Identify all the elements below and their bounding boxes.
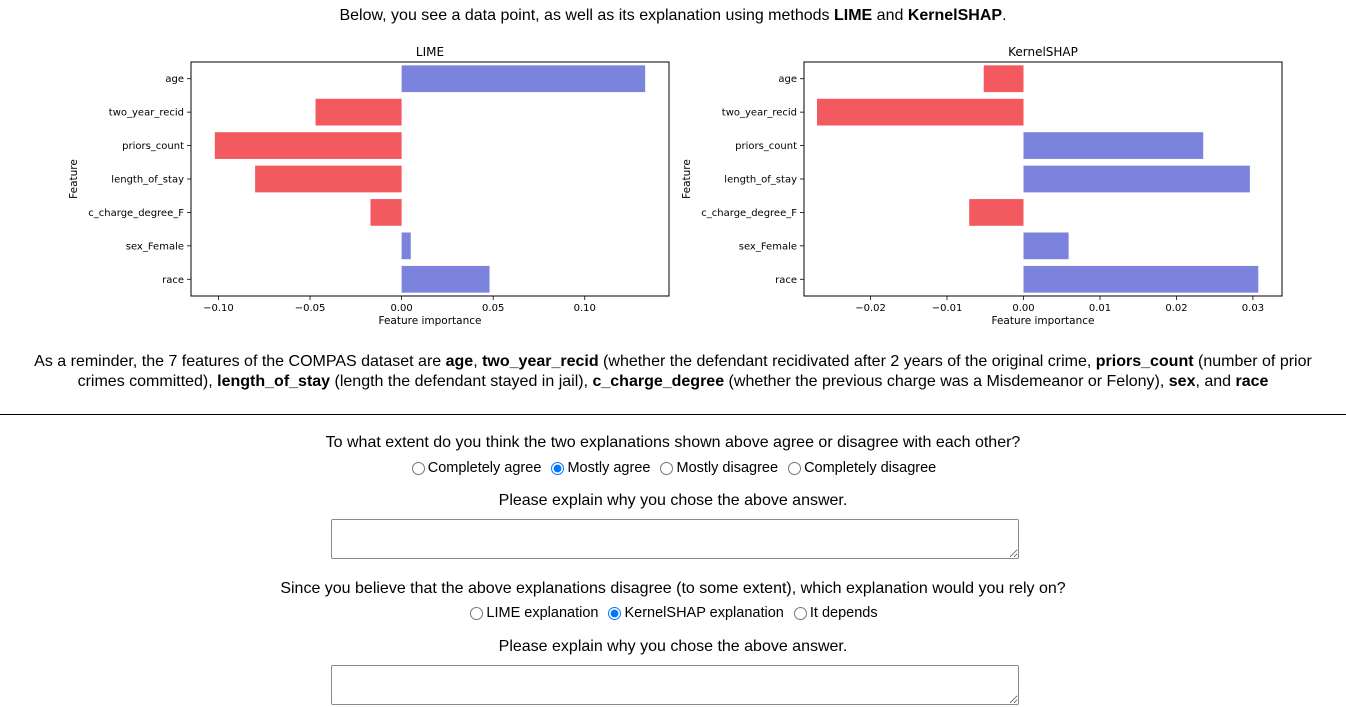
chart1-ytick-label-priors-count: priors_count: [122, 141, 184, 153]
chart1-xtick-label: 0.10: [573, 303, 596, 314]
intro-prefix: Below, you see a data point, as well as its explanation using methods: [339, 7, 834, 24]
features-reminder: [0, 352, 1346, 392]
chart2-xtick-label: −0.02: [855, 303, 886, 314]
section-divider: [0, 414, 1346, 415]
reminder-text-2: ,: [473, 353, 483, 370]
agreement-question: To what extent do you think the two explanations shown above agree or disagree with each other?: [325, 434, 1021, 451]
chart1-xtick-label: 0.05: [482, 303, 505, 314]
reliance-question: Since you believe that the above explanations disagree (to some extent), which explanation would you rely on?: [280, 580, 1066, 597]
chart1-bar-c-charge-degree-f: [370, 199, 401, 226]
chart2-xtick-label: 0.00: [1012, 303, 1035, 314]
reminder-feature-sex: sex: [1168, 373, 1196, 390]
agreement-option-completely-disagree[interactable]: [786, 458, 936, 478]
chart2-ytick-label-age: age: [778, 74, 797, 86]
agreement-option-label: Mostly agree: [567, 460, 651, 476]
chart2-xtick-label: −0.01: [931, 303, 963, 314]
agreement-option-mostly-disagree[interactable]: [658, 458, 778, 478]
reliance-option-lime[interactable]: [468, 603, 598, 623]
chart1-ytick-label-c-charge-degree-f: c_charge_degree_F: [88, 207, 184, 219]
reliance-radio-kernelshap[interactable]: [608, 607, 621, 620]
reminder-feature-two-year-recid: two_year_recid: [482, 353, 599, 370]
reminder-feature-race: race: [1235, 373, 1269, 390]
reliance-option-label: LIME explanation: [486, 605, 599, 621]
chart1-ytick-label-two-year-recid: two_year_recid: [108, 107, 184, 119]
reliance-option-label: KernelSHAP explanation: [624, 605, 784, 621]
chart2-ytick-label-c-charge-degree-f: c_charge_degree_F: [701, 207, 797, 219]
agreement-option-label: Completely agree: [427, 460, 542, 476]
chart2-xtick-label: 0.01: [1088, 303, 1112, 314]
reminder-feature-priors-count: priors_count: [1095, 353, 1194, 370]
chart1-ylabel: Feature: [68, 159, 80, 199]
chart2-title: KernelSHAP: [1008, 45, 1078, 59]
intro-suffix: .: [1002, 7, 1007, 24]
chart1-ytick-label-sex-female: sex_Female: [125, 241, 184, 253]
agreement-radio-mostly-agree[interactable]: [551, 462, 564, 475]
reliance-radio-it-depends[interactable]: [794, 607, 807, 620]
reliance-options: [0, 603, 1346, 626]
chart2-bar-length-of-stay: [1023, 166, 1249, 193]
intro-method-kernelshap: KernelSHAP: [907, 7, 1003, 24]
agreement-radio-completely-agree[interactable]: [412, 462, 425, 475]
reminder-text-1: As a reminder, the 7 features of the COMPAS dataset are: [34, 353, 446, 370]
reminder-text-4: (number of prior: [1193, 353, 1312, 370]
kernelshap-chart: [668, 40, 1288, 340]
chart1-ytick-label-race: race: [162, 274, 184, 286]
agreement-explain-prompt: Please explain why you chose the above answer.: [498, 492, 848, 509]
intro-method-lime: LIME: [834, 7, 873, 24]
reliance-explain-prompt: Please explain why you chose the above answer.: [498, 638, 848, 655]
chart1-bar-two-year-recid: [316, 99, 402, 126]
lime-chart: [55, 40, 675, 340]
reminder-feature-c-charge-degree: c_charge_degree: [592, 373, 725, 390]
chart1-ytick-label-length-of-stay: length_of_stay: [111, 174, 184, 186]
chart2-bar-priors-count: [1023, 132, 1203, 159]
chart2-xtick-label: 0.03: [1241, 303, 1265, 314]
chart1-bar-age: [402, 65, 646, 92]
chart2-ytick-label-two-year-recid: two_year_recid: [721, 107, 797, 119]
reminder-text-8: , and: [1195, 373, 1236, 390]
chart2-bar-race: [1023, 266, 1258, 293]
chart2-ytick-label-priors-count: priors_count: [735, 141, 797, 153]
agreement-option-mostly-agree[interactable]: [549, 458, 650, 478]
chart1-bar-length-of-stay: [255, 166, 402, 193]
chart2-bar-c-charge-degree-f: [969, 199, 1023, 226]
chart1-title: LIME: [415, 45, 445, 59]
reminder-text-7: (whether the previous charge was a Misdemeanor or Felony),: [724, 373, 1169, 390]
reliance-option-it-depends[interactable]: [792, 603, 878, 623]
chart2-ytick-label-length-of-stay: length_of_stay: [724, 174, 797, 186]
chart2-ylabel: Feature: [681, 159, 693, 199]
reminder-feature-length-of-stay: length_of_stay: [217, 373, 331, 390]
chart2-bar-age: [984, 65, 1024, 92]
reliance-radio-lime[interactable]: [470, 607, 483, 620]
chart2-bar-sex-female: [1023, 232, 1068, 259]
agreement-options: [0, 458, 1346, 481]
intro-text: [0, 6, 1346, 26]
agreement-option-label: Mostly disagree: [676, 460, 779, 476]
agreement-radio-completely-disagree[interactable]: [788, 462, 801, 475]
chart2-ytick-label-sex-female: sex_Female: [738, 241, 797, 253]
agreement-option-completely-agree[interactable]: [410, 458, 542, 478]
chart1-xtick-label: −0.05: [294, 303, 326, 314]
agreement-radio-mostly-disagree[interactable]: [660, 462, 673, 475]
agreement-explanation-input[interactable]: [331, 519, 1019, 559]
chart1-xtick-label: −0.10: [203, 303, 234, 314]
chart1-ytick-label-age: age: [165, 74, 184, 86]
chart1-bar-race: [402, 266, 490, 293]
chart2-ytick-label-race: race: [775, 274, 797, 286]
reminder-text-6: (length the defendant stayed in jail),: [330, 373, 593, 390]
reliance-option-kernelshap[interactable]: [606, 603, 783, 623]
intro-and: and: [872, 7, 908, 24]
chart2-bar-two-year-recid: [817, 99, 1023, 126]
chart1-xlabel: Feature importance: [378, 315, 482, 327]
agreement-option-label: Completely disagree: [804, 460, 937, 476]
reliance-option-label: It depends: [809, 605, 878, 621]
chart2-xtick-label: 0.02: [1165, 303, 1188, 314]
reminder-text-3: (whether the defendant recidivated after 2 years of the original crime,: [598, 353, 1096, 370]
chart1-bar-priors-count: [215, 132, 402, 159]
reminder-feature-age: age: [445, 353, 474, 370]
chart1-xtick-label: 0.00: [390, 303, 413, 314]
reminder-text-5: crimes committed),: [77, 373, 218, 390]
chart1-bar-sex-female: [402, 232, 411, 259]
reliance-explanation-input[interactable]: [331, 665, 1019, 705]
chart2-xlabel: Feature importance: [991, 315, 1095, 327]
